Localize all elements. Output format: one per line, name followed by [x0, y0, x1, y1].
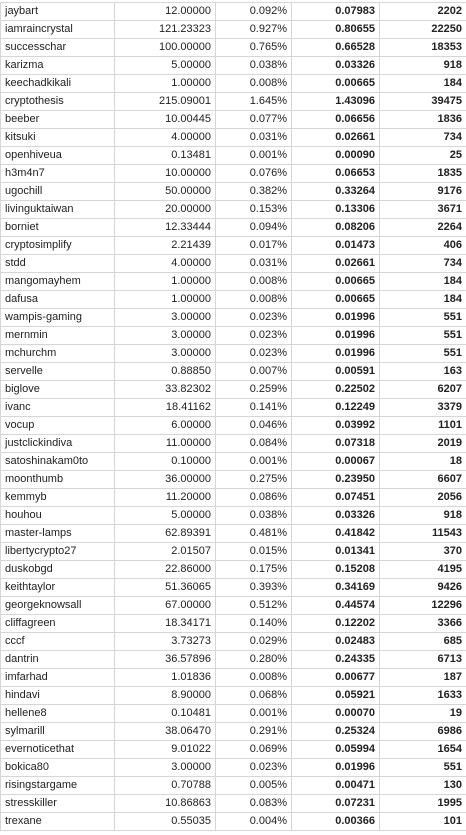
count-cell: 130: [380, 777, 466, 795]
table-row: [1, 435, 466, 453]
percent-cell: 0.927%: [216, 21, 292, 39]
username-cell: kemmyb: [1, 489, 115, 507]
table-row: [1, 723, 466, 741]
count-cell: 2056: [380, 489, 466, 507]
count-cell: 101: [380, 813, 466, 831]
username-cell: successchar: [1, 39, 115, 57]
amount-cell: 10.86863: [115, 795, 216, 813]
username-cell: bokica80: [1, 759, 115, 777]
percent-cell: 0.140%: [216, 615, 292, 633]
table-row: [1, 417, 466, 435]
table-row: [1, 525, 466, 543]
value-cell: 0.06656: [292, 111, 380, 129]
percent-cell: 0.481%: [216, 525, 292, 543]
table-row: [1, 201, 466, 219]
username-cell: satoshinakam0to: [1, 453, 115, 471]
value-cell: 0.12202: [292, 615, 380, 633]
count-cell: 406: [380, 237, 466, 255]
percent-cell: 0.069%: [216, 741, 292, 759]
value-cell: 0.44574: [292, 597, 380, 615]
value-cell: 0.06653: [292, 165, 380, 183]
username-cell: stresskiller: [1, 795, 115, 813]
amount-cell: 4.00000: [115, 255, 216, 273]
username-cell: beeber: [1, 111, 115, 129]
percent-cell: 0.280%: [216, 651, 292, 669]
amount-cell: 121.23323: [115, 21, 216, 39]
table-row: [1, 687, 466, 705]
username-cell: openhiveua: [1, 147, 115, 165]
username-cell: servelle: [1, 363, 115, 381]
percent-cell: 0.141%: [216, 399, 292, 417]
table-row: [1, 543, 466, 561]
amount-cell: 1.00000: [115, 75, 216, 93]
value-cell: 0.03326: [292, 507, 380, 525]
value-cell: 0.00090: [292, 147, 380, 165]
amount-cell: 50.00000: [115, 183, 216, 201]
value-cell: 0.01996: [292, 309, 380, 327]
count-cell: 25: [380, 147, 466, 165]
amount-cell: 1.01836: [115, 669, 216, 687]
amount-cell: 3.73273: [115, 633, 216, 651]
table-row: [1, 363, 466, 381]
username-cell: moonthumb: [1, 471, 115, 489]
value-cell: 0.02661: [292, 129, 380, 147]
table-row: [1, 489, 466, 507]
count-cell: 551: [380, 327, 466, 345]
table-row: [1, 651, 466, 669]
count-cell: 4195: [380, 561, 466, 579]
percent-cell: 0.765%: [216, 39, 292, 57]
percent-cell: 0.023%: [216, 327, 292, 345]
amount-cell: 18.34171: [115, 615, 216, 633]
table-row: [1, 165, 466, 183]
value-cell: 0.00665: [292, 273, 380, 291]
table-row: [1, 309, 466, 327]
percent-cell: 0.023%: [216, 759, 292, 777]
value-cell: 0.00070: [292, 705, 380, 723]
amount-cell: 0.55035: [115, 813, 216, 831]
value-cell: 0.07318: [292, 435, 380, 453]
amount-cell: 36.57896: [115, 651, 216, 669]
value-cell: 0.01996: [292, 345, 380, 363]
percent-cell: 0.023%: [216, 345, 292, 363]
count-cell: 1835: [380, 165, 466, 183]
percent-cell: 0.393%: [216, 579, 292, 597]
amount-cell: 12.33444: [115, 219, 216, 237]
amount-cell: 62.89391: [115, 525, 216, 543]
count-cell: 918: [380, 57, 466, 75]
percent-cell: 0.001%: [216, 705, 292, 723]
count-cell: 6607: [380, 471, 466, 489]
username-cell: karizma: [1, 57, 115, 75]
value-cell: 0.03326: [292, 57, 380, 75]
count-cell: 19: [380, 705, 466, 723]
percent-cell: 0.005%: [216, 777, 292, 795]
percent-cell: 0.084%: [216, 435, 292, 453]
percent-cell: 0.083%: [216, 795, 292, 813]
amount-cell: 5.00000: [115, 507, 216, 525]
table-row: [1, 3, 466, 21]
percent-cell: 0.008%: [216, 75, 292, 93]
table-row: [1, 75, 466, 93]
count-cell: 184: [380, 75, 466, 93]
username-cell: risingstargame: [1, 777, 115, 795]
value-cell: 0.00665: [292, 291, 380, 309]
percent-cell: 0.001%: [216, 453, 292, 471]
username-cell: duskobgd: [1, 561, 115, 579]
amount-cell: 11.00000: [115, 435, 216, 453]
username-cell: vocup: [1, 417, 115, 435]
table-row: [1, 273, 466, 291]
username-cell: stdd: [1, 255, 115, 273]
username-cell: houhou: [1, 507, 115, 525]
username-cell: hindavi: [1, 687, 115, 705]
count-cell: 12296: [380, 597, 466, 615]
amount-cell: 36.00000: [115, 471, 216, 489]
percent-cell: 0.092%: [216, 3, 292, 21]
value-cell: 0.25324: [292, 723, 380, 741]
count-cell: 3366: [380, 615, 466, 633]
value-cell: 0.00366: [292, 813, 380, 831]
table-row: [1, 183, 466, 201]
amount-cell: 22.86000: [115, 561, 216, 579]
value-cell: 0.00591: [292, 363, 380, 381]
table-row: [1, 237, 466, 255]
count-cell: 22250: [380, 21, 466, 39]
table-row: [1, 615, 466, 633]
username-cell: trexane: [1, 813, 115, 831]
count-cell: 6207: [380, 381, 466, 399]
count-cell: 39475: [380, 93, 466, 111]
percent-cell: 0.029%: [216, 633, 292, 651]
value-cell: 0.08206: [292, 219, 380, 237]
username-cell: mchurchm: [1, 345, 115, 363]
username-cell: cryptothesis: [1, 93, 115, 111]
count-cell: 163: [380, 363, 466, 381]
value-cell: 0.01996: [292, 327, 380, 345]
table-row: [1, 291, 466, 309]
percent-cell: 0.077%: [216, 111, 292, 129]
count-cell: 6713: [380, 651, 466, 669]
table-row: [1, 39, 466, 57]
count-cell: 3671: [380, 201, 466, 219]
table-row: [1, 21, 466, 39]
amount-cell: 11.20000: [115, 489, 216, 507]
amount-cell: 215.09001: [115, 93, 216, 111]
count-cell: 734: [380, 255, 466, 273]
count-cell: 184: [380, 273, 466, 291]
username-cell: mangomayhem: [1, 273, 115, 291]
count-cell: 18: [380, 453, 466, 471]
amount-cell: 3.00000: [115, 327, 216, 345]
value-cell: 0.24335: [292, 651, 380, 669]
percent-cell: 0.046%: [216, 417, 292, 435]
amount-cell: 3.00000: [115, 309, 216, 327]
count-cell: 187: [380, 669, 466, 687]
amount-cell: 12.00000: [115, 3, 216, 21]
percent-cell: 0.086%: [216, 489, 292, 507]
value-cell: 0.02661: [292, 255, 380, 273]
table-row: [1, 93, 466, 111]
amount-cell: 0.70788: [115, 777, 216, 795]
amount-cell: 67.00000: [115, 597, 216, 615]
value-cell: 1.43096: [292, 93, 380, 111]
percent-cell: 0.001%: [216, 147, 292, 165]
percent-cell: 0.512%: [216, 597, 292, 615]
table-row: [1, 129, 466, 147]
amount-cell: 18.41162: [115, 399, 216, 417]
username-cell: ugochill: [1, 183, 115, 201]
table-row: [1, 471, 466, 489]
value-cell: 0.80655: [292, 21, 380, 39]
table-row: [1, 795, 466, 813]
amount-cell: 8.90000: [115, 687, 216, 705]
amount-cell: 38.06470: [115, 723, 216, 741]
table-row: [1, 507, 466, 525]
value-cell: 0.33264: [292, 183, 380, 201]
username-cell: master-lamps: [1, 525, 115, 543]
count-cell: 3379: [380, 399, 466, 417]
username-cell: jaybart: [1, 3, 115, 21]
username-cell: borniet: [1, 219, 115, 237]
count-cell: 685: [380, 633, 466, 651]
amount-cell: 33.82302: [115, 381, 216, 399]
value-cell: 0.12249: [292, 399, 380, 417]
username-cell: justclickindiva: [1, 435, 115, 453]
amount-cell: 6.00000: [115, 417, 216, 435]
username-cell: dafusa: [1, 291, 115, 309]
percent-cell: 0.008%: [216, 291, 292, 309]
value-cell: 0.01341: [292, 543, 380, 561]
table-row: [1, 399, 466, 417]
percent-cell: 0.038%: [216, 57, 292, 75]
amount-cell: 1.00000: [115, 273, 216, 291]
count-cell: 2202: [380, 3, 466, 21]
count-cell: 9426: [380, 579, 466, 597]
count-cell: 734: [380, 129, 466, 147]
username-cell: keechadkikali: [1, 75, 115, 93]
table-row: [1, 147, 466, 165]
percent-cell: 0.068%: [216, 687, 292, 705]
username-cell: ivanc: [1, 399, 115, 417]
count-cell: 2264: [380, 219, 466, 237]
amount-cell: 0.10000: [115, 453, 216, 471]
table-row: [1, 327, 466, 345]
username-cell: libertycrypto27: [1, 543, 115, 561]
value-cell: 0.05994: [292, 741, 380, 759]
percent-cell: 0.153%: [216, 201, 292, 219]
username-cell: sylmarill: [1, 723, 115, 741]
count-cell: 1101: [380, 417, 466, 435]
percent-cell: 0.031%: [216, 129, 292, 147]
count-cell: 1654: [380, 741, 466, 759]
table-row: [1, 111, 466, 129]
percent-cell: 0.023%: [216, 309, 292, 327]
count-cell: 370: [380, 543, 466, 561]
count-cell: 551: [380, 345, 466, 363]
payout-table: [0, 2, 466, 831]
username-cell: keithtaylor: [1, 579, 115, 597]
amount-cell: 5.00000: [115, 57, 216, 75]
amount-cell: 0.10481: [115, 705, 216, 723]
count-cell: 1633: [380, 687, 466, 705]
percent-cell: 0.008%: [216, 273, 292, 291]
table-row: [1, 705, 466, 723]
count-cell: 1995: [380, 795, 466, 813]
username-cell: evernoticethat: [1, 741, 115, 759]
username-cell: mernmin: [1, 327, 115, 345]
table-row: [1, 453, 466, 471]
count-cell: 2019: [380, 435, 466, 453]
value-cell: 0.13306: [292, 201, 380, 219]
username-cell: imfarhad: [1, 669, 115, 687]
username-cell: biglove: [1, 381, 115, 399]
table-row: [1, 579, 466, 597]
percent-cell: 0.008%: [216, 669, 292, 687]
value-cell: 0.07231: [292, 795, 380, 813]
payout-table-body: [1, 3, 466, 831]
table-row: [1, 759, 466, 777]
count-cell: 551: [380, 759, 466, 777]
username-cell: cccf: [1, 633, 115, 651]
username-cell: cryptosimplify: [1, 237, 115, 255]
amount-cell: 3.00000: [115, 759, 216, 777]
amount-cell: 10.00445: [115, 111, 216, 129]
table-row: [1, 633, 466, 651]
amount-cell: 20.00000: [115, 201, 216, 219]
count-cell: 551: [380, 309, 466, 327]
percent-cell: 0.175%: [216, 561, 292, 579]
username-cell: h3m4n7: [1, 165, 115, 183]
table-row: [1, 669, 466, 687]
value-cell: 0.00471: [292, 777, 380, 795]
table-row: [1, 381, 466, 399]
value-cell: 0.02483: [292, 633, 380, 651]
amount-cell: 4.00000: [115, 129, 216, 147]
table-row: [1, 777, 466, 795]
value-cell: 0.07451: [292, 489, 380, 507]
value-cell: 0.34169: [292, 579, 380, 597]
percent-cell: 0.259%: [216, 381, 292, 399]
amount-cell: 0.88850: [115, 363, 216, 381]
count-cell: 918: [380, 507, 466, 525]
value-cell: 0.01996: [292, 759, 380, 777]
amount-cell: 10.00000: [115, 165, 216, 183]
username-cell: cliffagreen: [1, 615, 115, 633]
value-cell: 0.66528: [292, 39, 380, 57]
value-cell: 0.01473: [292, 237, 380, 255]
table-row: [1, 219, 466, 237]
username-cell: wampis-gaming: [1, 309, 115, 327]
table-row: [1, 345, 466, 363]
percent-cell: 0.015%: [216, 543, 292, 561]
value-cell: 0.00677: [292, 669, 380, 687]
table-row: [1, 813, 466, 831]
value-cell: 0.05921: [292, 687, 380, 705]
percent-cell: 0.094%: [216, 219, 292, 237]
amount-cell: 1.00000: [115, 291, 216, 309]
username-cell: kitsuki: [1, 129, 115, 147]
percent-cell: 0.291%: [216, 723, 292, 741]
amount-cell: 2.01507: [115, 543, 216, 561]
count-cell: 11543: [380, 525, 466, 543]
table-row: [1, 57, 466, 75]
percent-cell: 0.017%: [216, 237, 292, 255]
percent-cell: 1.645%: [216, 93, 292, 111]
amount-cell: 2.21439: [115, 237, 216, 255]
percent-cell: 0.382%: [216, 183, 292, 201]
value-cell: 0.07983: [292, 3, 380, 21]
table-row: [1, 741, 466, 759]
table-row: [1, 561, 466, 579]
username-cell: georgeknowsall: [1, 597, 115, 615]
count-cell: 6986: [380, 723, 466, 741]
percent-cell: 0.076%: [216, 165, 292, 183]
percent-cell: 0.031%: [216, 255, 292, 273]
value-cell: 0.41842: [292, 525, 380, 543]
count-cell: 1836: [380, 111, 466, 129]
value-cell: 0.00067: [292, 453, 380, 471]
value-cell: 0.15208: [292, 561, 380, 579]
username-cell: dantrin: [1, 651, 115, 669]
amount-cell: 100.00000: [115, 39, 216, 57]
amount-cell: 0.13481: [115, 147, 216, 165]
username-cell: hellene8: [1, 705, 115, 723]
percent-cell: 0.004%: [216, 813, 292, 831]
username-cell: livinguktaiwan: [1, 201, 115, 219]
value-cell: 0.00665: [292, 75, 380, 93]
count-cell: 18353: [380, 39, 466, 57]
username-cell: iamraincrystal: [1, 21, 115, 39]
count-cell: 9176: [380, 183, 466, 201]
value-cell: 0.22502: [292, 381, 380, 399]
amount-cell: 9.01022: [115, 741, 216, 759]
count-cell: 184: [380, 291, 466, 309]
percent-cell: 0.275%: [216, 471, 292, 489]
value-cell: 0.03992: [292, 417, 380, 435]
table-row: [1, 255, 466, 273]
amount-cell: 51.36065: [115, 579, 216, 597]
percent-cell: 0.007%: [216, 363, 292, 381]
amount-cell: 3.00000: [115, 345, 216, 363]
percent-cell: 0.038%: [216, 507, 292, 525]
value-cell: 0.23950: [292, 471, 380, 489]
table-row: [1, 597, 466, 615]
